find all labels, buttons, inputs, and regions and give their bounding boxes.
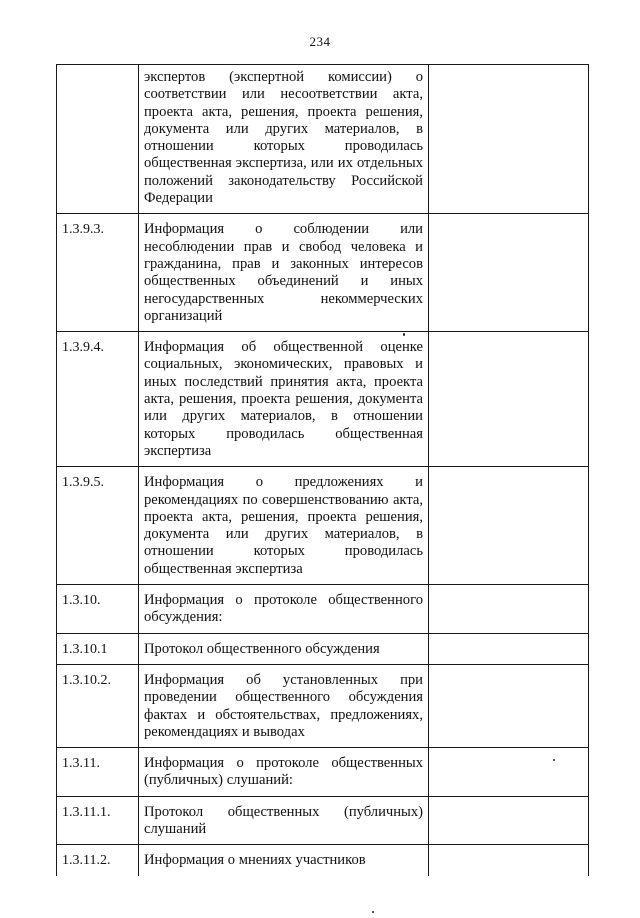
item-number-cell: 1.3.11.1. (57, 796, 139, 845)
scan-speck (403, 333, 405, 336)
table-row (57, 633, 589, 664)
item-description-cell: Информация о протоколе общественных (публичных) слушаний: (139, 748, 429, 797)
item-description-cell: Информация о соблюдении или несоблюдении прав и свобод человека и гражданина, прав и законных интересов общественных объединений и иных негосударственных некоммерческих организаций (139, 214, 429, 332)
table-row (57, 214, 589, 332)
empty-cell (429, 633, 589, 664)
item-number-cell: 1.3.10.2. (57, 664, 139, 747)
item-number-cell: 1.3.11. (57, 748, 139, 797)
table-row (57, 65, 589, 214)
page-number: 234 (309, 34, 331, 49)
item-number-cell: 1.3.11.2. (57, 845, 139, 876)
item-description-cell: Информация об общественной оценке социальных, экономических, правовых и иных последствий принятия акта, проекта акта, решения, проекта решения, документа или других материалов, в отношении которых проводилась общественная экспертиза (139, 332, 429, 467)
item-description-cell: Информация об установленных при проведении общественного обсуждения фактах и обстоятельствах, предложениях, рекомендациях и выводах (139, 664, 429, 747)
scan-speck (372, 911, 374, 913)
item-number-cell: 1.3.10. (57, 585, 139, 634)
item-number-cell: 1.3.10.1 (57, 633, 139, 664)
item-number-cell: 1.3.9.5. (57, 467, 139, 585)
table-row (57, 748, 589, 797)
item-description-cell: Информация о предложениях и рекомендациях по совершенствованию акта, проекта акта, решения, проекта решения, документа или других материалов, в отношении которых проводилась общественная экспертиза (139, 467, 429, 585)
item-number-cell (57, 65, 139, 214)
empty-cell (429, 664, 589, 747)
table-row (57, 845, 589, 876)
empty-cell (429, 585, 589, 634)
item-number-cell: 1.3.9.4. (57, 332, 139, 467)
table-row (57, 332, 589, 467)
empty-cell (429, 214, 589, 332)
item-description-cell: экспертов (экспертной комиссии) о соответствии или несоответствии акта, проекта акта, решения, проекта решения, документа или других материалов, в отношении которых проводилась общественная экспертиза, или их отдельных положений законодательству Российской Федерации (139, 65, 429, 214)
table-row (57, 585, 589, 634)
table-row (57, 467, 589, 585)
item-description-cell: Информация о мнениях участников (139, 845, 429, 876)
table-row (57, 664, 589, 747)
scan-speck (553, 759, 555, 761)
empty-cell (429, 467, 589, 585)
item-description-cell: Информация о протоколе общественного обсуждения: (139, 585, 429, 634)
item-number-cell: 1.3.9.3. (57, 214, 139, 332)
item-description-cell: Протокол общественных (публичных) слушаний (139, 796, 429, 845)
item-description-cell: Протокол общественного обсуждения (139, 633, 429, 664)
table-row (57, 796, 589, 845)
empty-cell (429, 332, 589, 467)
empty-cell (429, 65, 589, 214)
empty-cell (429, 845, 589, 876)
document-table (56, 64, 589, 876)
empty-cell (429, 748, 589, 797)
empty-cell (429, 796, 589, 845)
